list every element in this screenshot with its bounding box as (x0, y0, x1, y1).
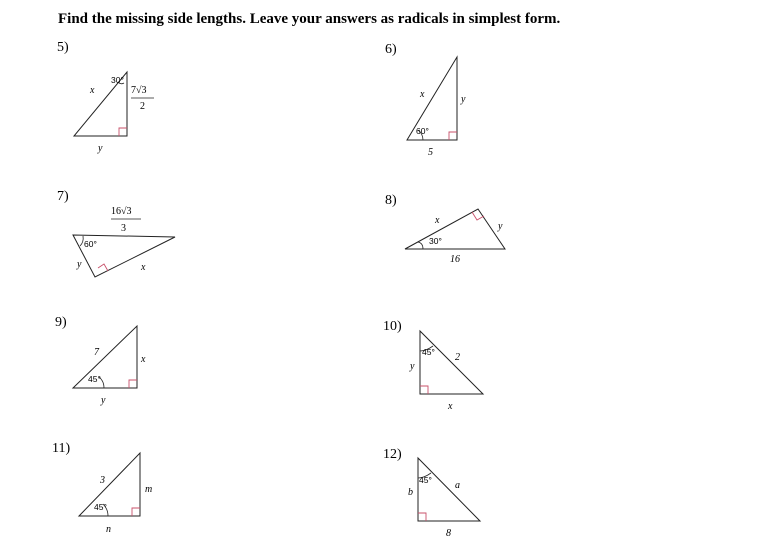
right-angle-marker (98, 264, 108, 271)
right-angle-marker (119, 128, 127, 136)
side-label-hyp: 16 (450, 254, 460, 265)
side-label-hyp: a (455, 480, 460, 491)
problem-12 (383, 447, 480, 539)
side-label-hyp: x (90, 85, 95, 96)
problem-7 (57, 189, 175, 277)
side-label-hyp: 3 (100, 475, 105, 486)
side-label-vert: x (141, 354, 146, 365)
fraction-denominator: 2 (140, 101, 145, 112)
side-label-short: y (77, 259, 82, 270)
right-angle-marker (418, 513, 426, 521)
problem-number: 7) (57, 189, 69, 204)
side-label-base: n (106, 524, 111, 535)
angle-label: 45° (419, 475, 432, 485)
problem-5 (57, 40, 154, 154)
triangle-11 (79, 453, 140, 516)
triangle-12 (418, 458, 480, 521)
side-label-vert: m (145, 484, 153, 495)
angle-arc (418, 242, 423, 249)
side-label-base: 5 (428, 147, 433, 158)
triangle-9 (73, 326, 137, 388)
problem-8 (385, 193, 505, 265)
side-label-base: y (101, 395, 106, 406)
angle-label: 45° (94, 502, 107, 512)
problem-number: 8) (385, 193, 397, 208)
angle-label: 45° (88, 374, 101, 384)
problem-10 (383, 319, 483, 412)
right-angle-marker (132, 508, 140, 516)
angle-label: 30° (429, 236, 442, 246)
problem-11 (52, 441, 152, 535)
fraction-numerator: 7√3 (131, 85, 147, 96)
fraction-numerator: 16√3 (111, 206, 132, 217)
problem-9 (55, 315, 146, 406)
side-label-base: y (98, 143, 103, 154)
side-label-vert: b (408, 487, 413, 498)
problem-number: 11) (52, 441, 71, 456)
right-angle-marker (420, 386, 428, 394)
problem-number: 5) (57, 40, 69, 55)
angle-label: 60° (416, 126, 429, 136)
problem-number: 10) (383, 319, 402, 334)
triangle-6 (407, 57, 457, 140)
side-label-long: x (141, 262, 146, 273)
side-label-vert: y (410, 361, 415, 372)
side-label-hyp: x (420, 89, 425, 100)
side-label-hyp: 2 (455, 352, 460, 363)
side-label-base: 8 (446, 528, 451, 539)
right-angle-marker (449, 132, 457, 140)
instructions-title: Find the missing side lengths. Leave your answers as radicals in simplest form. (58, 11, 561, 27)
right-angle-marker (129, 380, 137, 388)
problem-6 (385, 42, 466, 158)
side-label-short: y (498, 221, 503, 232)
problem-number: 6) (385, 42, 397, 57)
problem-number: 12) (383, 447, 402, 462)
problem-number: 9) (55, 315, 67, 330)
angle-label: 45° (422, 347, 435, 357)
angle-label: 30° (111, 75, 124, 85)
triangle-10 (420, 331, 483, 394)
side-label-vert: y (461, 94, 466, 105)
side-label-base: x (448, 401, 453, 412)
side-label-hyp: 7 (94, 347, 99, 358)
angle-arc (80, 236, 83, 246)
side-label-leg: x (435, 215, 440, 226)
angle-label: 60° (84, 239, 97, 249)
fraction-denominator: 3 (121, 223, 126, 234)
